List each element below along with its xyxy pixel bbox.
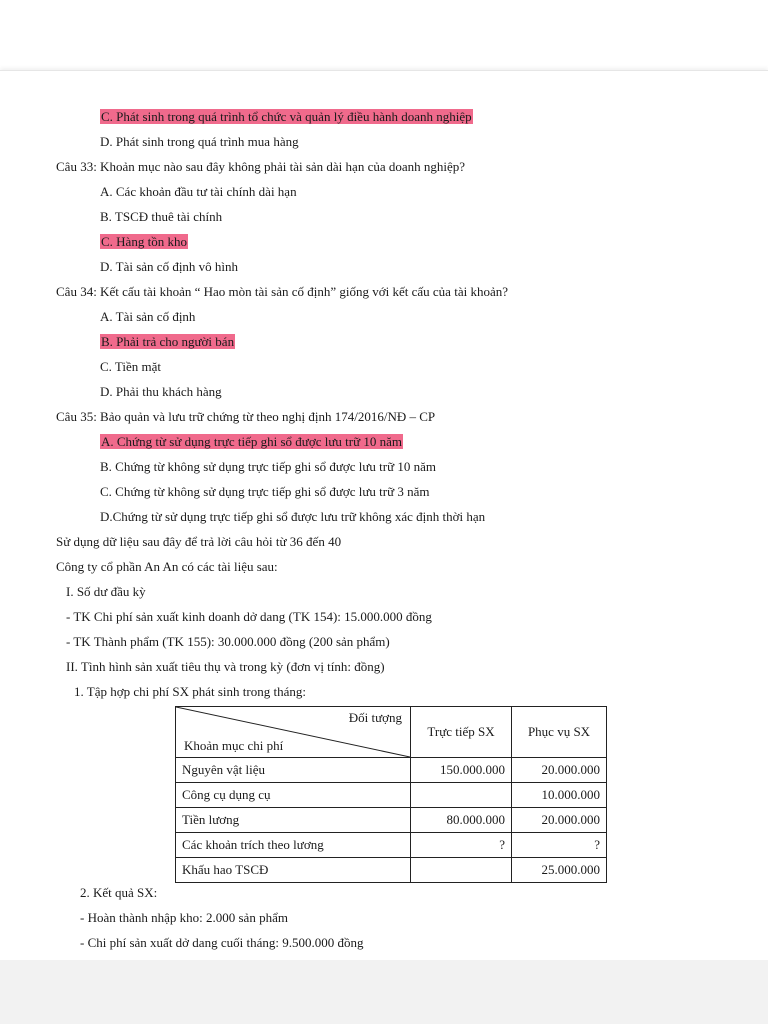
cost-table [175,706,607,883]
question-35: Câu 35: Bảo quản và lưu trữ chứng từ theo nghị định 174/2016/NĐ – CP [56,409,436,424]
result-finished-goods: - Hoàn thành nhập kho: 2.000 sản phẩm [80,910,288,925]
result-ending-wip: - Chi phí sản xuất dở dang cuối tháng: 9.500.000 đồng [80,935,364,950]
q34-option-b: B. Phải trả cho người bán [101,334,235,349]
q35-option-a: A. Chứng từ sử dụng trực tiếp ghi sổ được lưu trữ 10 năm [101,434,403,449]
table-row [176,833,607,858]
bottom-margin [0,960,768,1024]
question-34: Câu 34: Kết cấu tài khoản “ Hao mòn tài sản cố định” giống với kết cấu của tài khoản? [56,284,508,299]
row-item: Các khoản trích theo lương [176,833,411,858]
table-header-row [176,707,607,758]
row-direct [411,858,512,883]
diagonal-header-cell [176,707,411,758]
row-direct: 80.000.000 [411,808,512,833]
row-item: Tiền lương [176,808,411,833]
row-direct [411,783,512,808]
table-row [176,858,607,883]
row-service: 20.000.000 [512,758,607,783]
q35-option-d: D.Chứng từ sử dụng trực tiếp ghi sổ được lưu trữ không xác định thời hạn [100,509,486,524]
row-service: 10.000.000 [512,783,607,808]
table-row [176,758,607,783]
q34-option-a: A. Tài sản cố định [100,309,196,324]
row-item: Nguyên vật liệu [176,758,411,783]
q34-option-d: D. Phải thu khách hàng [100,384,222,399]
q33-option-c: C. Hàng tồn kho [101,234,187,249]
header-service: Phục vụ SX [512,707,607,758]
q34-option-c: C. Tiền mặt [100,359,162,374]
row-item: Khấu hao TSCĐ [176,858,411,883]
row-direct: 150.000.000 [411,758,512,783]
header-object: Đối tượng [348,710,402,725]
row-direct: ? [411,833,512,858]
top-margin [0,0,768,70]
cost-summary-heading: 1. Tập hợp chi phí SX phát sinh trong tháng: [74,684,306,699]
data-instruction: Sử dụng dữ liệu sau đây để trả lời câu hỏi từ 36 đến 40 [56,534,342,549]
q33-option-d: D. Tài sản cố định vô hình [100,259,239,274]
table-row [176,808,607,833]
table-row [176,783,607,808]
section-production: II. Tình hình sản xuất tiêu thụ và trong kỳ (đơn vị tính: đồng) [66,659,385,674]
q35-option-b: B. Chứng từ không sử dụng trực tiếp ghi sổ được lưu trữ 10 năm [100,459,437,474]
balance-tk154: - TK Chi phí sản xuất kinh doanh dở dang (TK 154): 15.000.000 đồng [66,609,432,624]
row-item: Công cụ dụng cụ [176,783,411,808]
row-service: 20.000.000 [512,808,607,833]
q33-option-a: A. Các khoản đầu tư tài chính dài hạn [100,184,297,199]
q32-option-d: D. Phát sinh trong quá trình mua hàng [100,134,299,149]
header-item: Khoản mục chi phí [184,738,284,753]
header-direct: Trực tiếp SX [411,707,512,758]
q32-option-c: C. Phát sinh trong quá trình tổ chức và quản lý điều hành doanh nghiệp [101,109,472,124]
section-production-result: 2. Kết quả SX: [80,885,158,900]
q35-option-c: C. Chứng từ không sử dụng trực tiếp ghi sổ được lưu trữ 3 năm [100,484,430,499]
row-service: 25.000.000 [512,858,607,883]
balance-tk155: - TK Thành phẩm (TK 155): 30.000.000 đồng (200 sản phẩm) [66,634,390,649]
company-intro: Công ty cổ phần An An có các tài liệu sau: [56,559,278,574]
section-opening-balance: I. Số dư đầu kỳ [66,584,146,599]
q33-option-b: B. TSCĐ thuê tài chính [100,209,223,224]
question-33: Câu 33: Khoản mục nào sau đây không phải tài sản dài hạn của doanh nghiệp? [56,159,466,174]
row-service: ? [512,833,607,858]
